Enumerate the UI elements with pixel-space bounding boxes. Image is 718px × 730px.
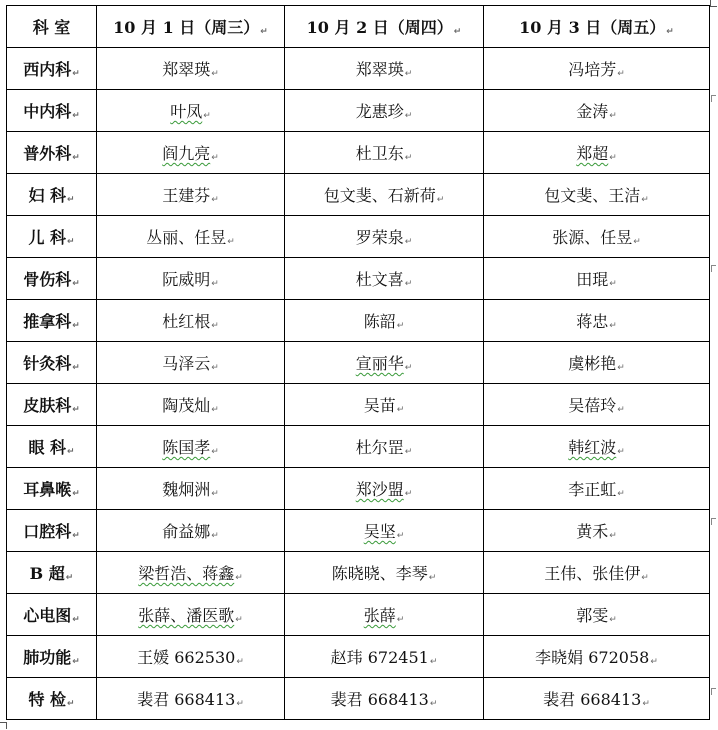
- duty-cell-day3[interactable]: 郭雯↵: [484, 594, 710, 636]
- paragraph-mark-icon: ↵: [211, 279, 219, 289]
- duty-cell-day2[interactable]: 宣丽华↵: [285, 342, 484, 384]
- dept-cell[interactable]: 中内科↵: [7, 90, 97, 132]
- table-row: [7, 132, 710, 174]
- duty-cell-day1[interactable]: 张薛、潘医歌↵: [97, 594, 285, 636]
- paragraph-mark-icon: ↵: [617, 405, 625, 415]
- paragraph-mark-icon: ↵: [641, 195, 649, 205]
- paragraph-mark-icon: ↵: [72, 279, 80, 289]
- paragraph-mark-icon: ↵: [617, 489, 625, 499]
- header-day3[interactable]: 10 月 3 日（周五）↵: [484, 6, 710, 48]
- duty-schedule-table: [6, 5, 710, 720]
- paragraph-mark-icon: ↵: [609, 111, 617, 121]
- duty-cell-day2[interactable]: 杜文喜↵: [285, 258, 484, 300]
- paragraph-mark-icon: ↵: [396, 531, 405, 541]
- header-dept[interactable]: 科 室: [7, 6, 97, 48]
- duty-cell-day1[interactable]: 马泽云↵: [97, 342, 285, 384]
- paragraph-mark-icon: ↵: [396, 615, 405, 625]
- duty-cell-day3[interactable]: 郑超↵: [484, 132, 710, 174]
- paragraph-mark-icon: ↵: [72, 615, 80, 625]
- dept-cell[interactable]: 普外科↵: [7, 132, 97, 174]
- row-end-mark: [711, 688, 716, 695]
- paragraph-mark-icon: ↵: [211, 363, 219, 373]
- duty-cell-day3[interactable]: 李正虹↵: [484, 468, 710, 510]
- table-row: [7, 552, 710, 594]
- paragraph-mark-icon: ↵: [211, 405, 219, 415]
- paragraph-mark-icon: ↵: [72, 69, 80, 79]
- paragraph-mark-icon: ↵: [211, 195, 219, 205]
- paragraph-mark-icon: ↵: [404, 363, 413, 373]
- dept-cell[interactable]: 推拿科↵: [7, 300, 97, 342]
- dept-cell[interactable]: 特 检↵: [7, 678, 97, 720]
- paragraph-mark-icon: ↵: [650, 657, 658, 667]
- duty-cell-day2[interactable]: 陈晓晓、李琴↵: [285, 552, 484, 594]
- paragraph-mark-icon: ↵: [65, 573, 74, 583]
- paragraph-mark-icon: ↵: [404, 153, 413, 163]
- duty-cell-day3[interactable]: 王伟、张佳伊↵: [484, 552, 710, 594]
- duty-cell-day1[interactable]: 王建芬↵: [97, 174, 285, 216]
- table-row: [7, 300, 710, 342]
- paragraph-mark-icon: ↵: [404, 489, 413, 499]
- paragraph-mark-icon: ↵: [67, 195, 75, 205]
- duty-cell-day1[interactable]: 阮威明↵: [97, 258, 285, 300]
- duty-cell-day3[interactable]: 蒋忠↵: [484, 300, 710, 342]
- paragraph-mark-icon: ↵: [211, 69, 219, 79]
- duty-cell-day2[interactable]: 郑翠瑛↵: [285, 48, 484, 90]
- duty-cell-day1[interactable]: 阎九亮↵: [97, 132, 285, 174]
- table-row: [7, 258, 710, 300]
- duty-cell-day2[interactable]: 吴坚↵: [285, 510, 484, 552]
- paragraph-mark-icon: ↵: [404, 69, 413, 79]
- duty-cell-day2[interactable]: 张薛↵: [285, 594, 484, 636]
- paragraph-mark-icon: ↵: [609, 615, 617, 625]
- dept-cell[interactable]: 西内科↵: [7, 48, 97, 90]
- paragraph-mark-icon: ↵: [617, 363, 625, 373]
- paragraph-mark-icon: ↵: [211, 153, 219, 163]
- paragraph-mark-icon: ↵: [72, 153, 80, 163]
- paragraph-mark-icon: ↵: [609, 321, 617, 331]
- paragraph-mark-icon: ↵: [609, 279, 617, 289]
- paragraph-mark-icon: ↵: [404, 111, 413, 121]
- header-day2[interactable]: 10 月 2 日（周四）↵: [285, 6, 484, 48]
- duty-cell-day3[interactable]: 田琨↵: [484, 258, 710, 300]
- duty-cell-day1[interactable]: 俞益娜↵: [97, 510, 285, 552]
- header-day1[interactable]: 10 月 1 日（周三）↵: [97, 6, 285, 48]
- table-header-row: [7, 6, 710, 48]
- duty-cell-day1[interactable]: 叶凤↵: [97, 90, 285, 132]
- table-row: [7, 468, 710, 510]
- paragraph-mark-icon: ↵: [235, 615, 243, 625]
- paragraph-mark-icon: ↵: [72, 405, 80, 415]
- table-row: [7, 384, 710, 426]
- duty-cell-day3[interactable]: 虞彬艳↵: [484, 342, 710, 384]
- duty-cell-day2[interactable]: 杜尔罡↵: [285, 426, 484, 468]
- duty-cell-day2[interactable]: 裴君 668413↵: [285, 678, 484, 720]
- dept-cell[interactable]: 眼 科↵: [7, 426, 97, 468]
- duty-cell-day2[interactable]: 罗荣泉↵: [285, 216, 484, 258]
- paragraph-mark-icon: ↵: [203, 111, 211, 121]
- paragraph-mark-icon: ↵: [428, 573, 437, 583]
- duty-cell-day1[interactable]: 梁哲浩、蒋鑫↵: [97, 552, 285, 594]
- duty-cell-day3[interactable]: 冯培芳↵: [484, 48, 710, 90]
- duty-cell-day1[interactable]: 王媛 662530↵: [97, 636, 285, 678]
- duty-cell-day3[interactable]: 吴蓓玲↵: [484, 384, 710, 426]
- dept-cell[interactable]: 针灸科↵: [7, 342, 97, 384]
- page-corner-mark: [0, 722, 7, 729]
- duty-cell-day1[interactable]: 陈国孝↵: [97, 426, 285, 468]
- duty-cell-day2[interactable]: 陈韶↵: [285, 300, 484, 342]
- table-row: [7, 48, 710, 90]
- dept-cell[interactable]: 心电图↵: [7, 594, 97, 636]
- paragraph-mark-icon: ↵: [67, 447, 75, 457]
- duty-cell-day2[interactable]: 吴苗↵: [285, 384, 484, 426]
- paragraph-mark-icon: ↵: [211, 447, 219, 457]
- paragraph-mark-icon: ↵: [396, 321, 405, 331]
- dept-cell[interactable]: 妇 科↵: [7, 174, 97, 216]
- duty-cell-day2[interactable]: 郑沙盟↵: [285, 468, 484, 510]
- table-row: [7, 510, 710, 552]
- paragraph-mark-icon: ↵: [236, 657, 244, 667]
- duty-cell-day3[interactable]: 张源、任昱↵: [484, 216, 710, 258]
- dept-cell[interactable]: 口腔科↵: [7, 510, 97, 552]
- paragraph-mark-icon: ↵: [396, 405, 405, 415]
- paragraph-mark-icon: ↵: [227, 237, 235, 247]
- paragraph-mark-icon: ↵: [72, 489, 80, 499]
- paragraph-mark-icon: ↵: [609, 531, 617, 541]
- paragraph-mark-icon: ↵: [72, 363, 80, 373]
- paragraph-mark-icon: ↵: [642, 699, 650, 709]
- paragraph-mark-icon: ↵: [72, 657, 80, 667]
- paragraph-mark-icon: ↵: [72, 111, 80, 121]
- paragraph-mark-icon: ↵: [404, 237, 413, 247]
- duty-cell-day3[interactable]: 黄禾↵: [484, 510, 710, 552]
- paragraph-mark-icon: ↵: [235, 573, 243, 583]
- row-end-mark: [711, 518, 716, 525]
- row-end-mark: [711, 95, 716, 102]
- paragraph-mark-icon: ↵: [429, 699, 438, 709]
- duty-cell-day1[interactable]: 丛丽、任昱↵: [97, 216, 285, 258]
- paragraph-mark-icon: ↵: [429, 657, 438, 667]
- duty-cell-day3[interactable]: 韩红波↵: [484, 426, 710, 468]
- table-row: [7, 90, 710, 132]
- duty-cell-day2[interactable]: 龙惠珍↵: [285, 90, 484, 132]
- table-row: [7, 216, 710, 258]
- paragraph-mark-icon: ↵: [617, 69, 625, 79]
- paragraph-mark-icon: ↵: [211, 321, 219, 331]
- paragraph-mark-icon: ↵: [72, 321, 80, 331]
- duty-cell-day1[interactable]: 裴君 668413↵: [97, 678, 285, 720]
- dept-cell[interactable]: 肺功能↵: [7, 636, 97, 678]
- paragraph-mark-icon: ↵: [236, 699, 244, 709]
- dept-cell[interactable]: B 超↵: [7, 552, 97, 594]
- duty-cell-day2[interactable]: 杜卫东↵: [285, 132, 484, 174]
- paragraph-mark-icon: ↵: [641, 573, 649, 583]
- duty-cell-day1[interactable]: 郑翠瑛↵: [97, 48, 285, 90]
- table-row: [7, 594, 710, 636]
- duty-cell-day1[interactable]: 魏炯洲↵: [97, 468, 285, 510]
- paragraph-mark-icon: ↵: [211, 489, 219, 499]
- paragraph-mark-icon: ↵: [436, 195, 445, 205]
- table-row: [7, 426, 710, 468]
- table-row: [7, 174, 710, 216]
- paragraph-mark-icon: ↵: [67, 237, 75, 247]
- dept-cell[interactable]: 耳鼻喉↵: [7, 468, 97, 510]
- table-row: [7, 678, 710, 720]
- row-end-mark: [711, 265, 716, 272]
- dept-cell[interactable]: 骨伤科↵: [7, 258, 97, 300]
- paragraph-mark-icon: ↵: [67, 699, 75, 709]
- dept-cell[interactable]: 儿 科↵: [7, 216, 97, 258]
- paragraph-mark-icon: ↵: [404, 279, 413, 289]
- table-row: [7, 342, 710, 384]
- duty-cell-day3[interactable]: 金涛↵: [484, 90, 710, 132]
- duty-cell-day3[interactable]: 包文斐、王洁↵: [484, 174, 710, 216]
- page-corner-mark: [710, 0, 717, 7]
- paragraph-mark-icon: ↵: [404, 447, 413, 457]
- duty-cell-day2[interactable]: 包文斐、石新荷↵: [285, 174, 484, 216]
- duty-cell-day3[interactable]: 裴君 668413↵: [484, 678, 710, 720]
- paragraph-mark-icon: ↵: [211, 531, 219, 541]
- duty-cell-day1[interactable]: 杜红根↵: [97, 300, 285, 342]
- paragraph-mark-icon: ↵: [617, 447, 625, 457]
- table-row: [7, 636, 710, 678]
- paragraph-mark-icon: ↵: [633, 237, 641, 247]
- duty-cell-day1[interactable]: 陶茂灿↵: [97, 384, 285, 426]
- paragraph-mark-icon: ↵: [609, 153, 617, 163]
- duty-cell-day3[interactable]: 李晓娟 672058↵: [484, 636, 710, 678]
- paragraph-mark-icon: ↵: [72, 531, 80, 541]
- duty-cell-day2[interactable]: 赵玮 672451↵: [285, 636, 484, 678]
- dept-cell[interactable]: 皮肤科↵: [7, 384, 97, 426]
